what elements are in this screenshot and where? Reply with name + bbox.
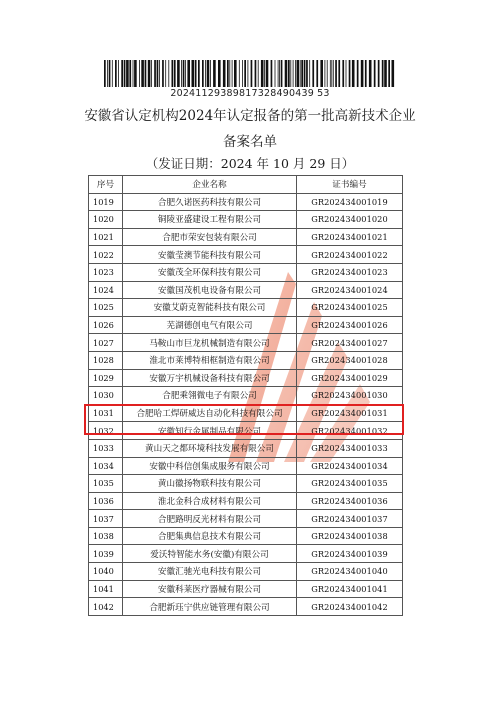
barcode-bar bbox=[124, 60, 126, 87]
cell-seq: 1037 bbox=[89, 510, 123, 528]
barcode-bar bbox=[255, 60, 257, 87]
barcode-bar bbox=[325, 60, 326, 87]
table-row bbox=[89, 193, 403, 211]
cell-cert-number: GR202434001040 bbox=[297, 563, 403, 581]
enterprise-table bbox=[88, 175, 403, 616]
cell-cert-number: GR202434001023 bbox=[297, 263, 403, 281]
barcode-bar bbox=[148, 60, 151, 87]
barcode-bar bbox=[213, 60, 216, 87]
barcode-bar bbox=[185, 60, 186, 87]
barcode-bar bbox=[309, 60, 310, 87]
barcode-bar bbox=[202, 60, 204, 87]
cell-company-name: 安徽科莱医疗器械有限公司 bbox=[123, 580, 297, 598]
cell-cert-number: GR202434001028 bbox=[297, 351, 403, 369]
barcode-bar bbox=[304, 60, 306, 87]
barcode-bar bbox=[192, 60, 195, 87]
barcode-bar bbox=[264, 60, 265, 87]
barcode-bar bbox=[115, 60, 117, 87]
column-header-name: 企业名称 bbox=[123, 176, 297, 194]
cell-cert-number: GR202434001020 bbox=[297, 211, 403, 229]
cell-seq: 1023 bbox=[89, 263, 123, 281]
barcode-bar bbox=[266, 60, 269, 87]
table-row bbox=[89, 580, 403, 598]
cell-company-name: 铜陵亚盛建设工程有限公司 bbox=[123, 211, 297, 229]
cell-company-name: 芜湖德创电气有限公司 bbox=[123, 316, 297, 334]
barcode-bar bbox=[187, 60, 190, 87]
barcode-bar bbox=[279, 60, 280, 87]
cell-cert-number: GR202434001042 bbox=[297, 598, 403, 616]
cell-seq: 1035 bbox=[89, 475, 123, 493]
barcode-bar bbox=[312, 60, 314, 87]
cell-seq: 1041 bbox=[89, 580, 123, 598]
barcode-bar bbox=[261, 60, 264, 87]
barcode-bar bbox=[320, 60, 323, 87]
cell-company-name: 安徽莹澳节能科技有限公司 bbox=[123, 246, 297, 264]
cell-seq: 1022 bbox=[89, 246, 123, 264]
table-row bbox=[89, 299, 403, 317]
table-body bbox=[89, 193, 403, 615]
document-title: 安徽省认定机构2024年认定报备的第一批高新技术企业 bbox=[84, 108, 416, 124]
barcode-bar bbox=[242, 60, 243, 87]
barcode-bar bbox=[174, 60, 176, 87]
cell-cert-number: GR202434001041 bbox=[297, 580, 403, 598]
cell-company-name: 安徽万宇机械设备科技有限公司 bbox=[123, 369, 297, 387]
table-row bbox=[89, 263, 403, 281]
cell-seq: 1032 bbox=[89, 422, 123, 440]
barcode-bar bbox=[232, 60, 233, 87]
table-row bbox=[89, 351, 403, 369]
barcode-bar bbox=[290, 60, 291, 87]
cell-seq: 1024 bbox=[89, 281, 123, 299]
table-row bbox=[89, 334, 403, 352]
cell-cert-number: GR202434001037 bbox=[297, 510, 403, 528]
barcode-bar bbox=[195, 60, 197, 87]
barcode-bar bbox=[165, 60, 166, 87]
cell-cert-number: GR202434001019 bbox=[297, 193, 403, 211]
barcode-bar bbox=[288, 60, 290, 87]
cell-company-name: 黄山天之都环境科技发展有限公司 bbox=[123, 439, 297, 457]
column-header-seq: 序号 bbox=[89, 176, 123, 194]
cell-company-name: 安徽中科信创集成服务有限公司 bbox=[123, 457, 297, 475]
barcode-bar bbox=[378, 60, 380, 87]
barcode-bar bbox=[285, 60, 288, 87]
cell-company-name: 合肥久诺医药科技有限公司 bbox=[123, 193, 297, 211]
cell-company-name: 合肥新珏宁供应链管理有限公司 bbox=[123, 598, 297, 616]
barcode-bar bbox=[145, 60, 147, 87]
barcode-bar bbox=[331, 60, 332, 87]
barcode-bar bbox=[330, 60, 331, 87]
barcode-bar bbox=[301, 60, 303, 87]
barcode-bar bbox=[369, 60, 372, 87]
barcode-bar bbox=[384, 60, 387, 87]
table-row bbox=[89, 211, 403, 229]
barcode-bar bbox=[346, 60, 347, 87]
cell-company-name: 黄山徽扬物联科技有限公司 bbox=[123, 475, 297, 493]
cell-company-name: 合肥乘翎微电子有限公司 bbox=[123, 387, 297, 405]
cell-seq: 1028 bbox=[89, 351, 123, 369]
barcode-bar bbox=[295, 60, 296, 87]
barcode-bar bbox=[162, 60, 164, 87]
table-row bbox=[89, 457, 403, 475]
cell-company-name: 淮北市莱博特相框制造有限公司 bbox=[123, 351, 297, 369]
barcode-bar bbox=[278, 60, 279, 87]
barcode-bar bbox=[297, 60, 300, 87]
barcode-bar bbox=[239, 60, 240, 87]
barcode-bar bbox=[365, 60, 367, 87]
cell-cert-number: GR202434001021 bbox=[297, 228, 403, 246]
cell-cert-number: GR202434001039 bbox=[297, 545, 403, 563]
barcode-bar bbox=[109, 60, 111, 87]
cell-cert-number: GR202434001031 bbox=[297, 404, 403, 422]
barcode-bar bbox=[234, 60, 237, 87]
table-row bbox=[89, 439, 403, 457]
barcode-bar bbox=[271, 60, 273, 87]
barcode-bar bbox=[104, 60, 106, 87]
barcode-bar bbox=[129, 60, 131, 87]
table-row bbox=[89, 422, 403, 440]
barcode-bar bbox=[112, 60, 113, 87]
cell-cert-number: GR202434001034 bbox=[297, 457, 403, 475]
table-row bbox=[89, 598, 403, 616]
cell-company-name: 合肥路明反光材料有限公司 bbox=[123, 510, 297, 528]
barcode-bar bbox=[300, 60, 301, 87]
cell-company-name: 淮北金科合成材料有限公司 bbox=[123, 492, 297, 510]
cell-seq: 1019 bbox=[89, 193, 123, 211]
barcode-bar bbox=[227, 60, 229, 87]
cell-company-name: 安徽知行金属制品有限公司 bbox=[123, 422, 297, 440]
barcode-bar bbox=[316, 60, 318, 87]
cell-cert-number: GR202434001029 bbox=[297, 369, 403, 387]
column-header-cert: 证书编号 bbox=[297, 176, 403, 194]
table-row bbox=[89, 316, 403, 334]
barcode-bar bbox=[352, 60, 355, 87]
cell-cert-number: GR202434001025 bbox=[297, 299, 403, 317]
cell-seq: 1042 bbox=[89, 598, 123, 616]
cell-seq: 1026 bbox=[89, 316, 123, 334]
cell-company-name: 马鞍山市巨龙机械制造有限公司 bbox=[123, 334, 297, 352]
barcode-bar bbox=[244, 60, 246, 87]
cell-company-name: 安徽茂全环保科技有限公司 bbox=[123, 263, 297, 281]
table-row bbox=[89, 545, 403, 563]
barcode bbox=[104, 60, 396, 87]
barcode-bar bbox=[223, 60, 226, 87]
barcode-bar bbox=[133, 60, 134, 87]
cell-cert-number: GR202434001030 bbox=[297, 387, 403, 405]
barcode-bar bbox=[151, 60, 152, 87]
cell-seq: 1030 bbox=[89, 387, 123, 405]
barcode-bar bbox=[157, 60, 159, 87]
table-row bbox=[89, 228, 403, 246]
cell-seq: 1034 bbox=[89, 457, 123, 475]
barcode-bar bbox=[251, 60, 253, 87]
cell-seq: 1020 bbox=[89, 211, 123, 229]
cell-seq: 1038 bbox=[89, 527, 123, 545]
barcode-bar bbox=[248, 60, 249, 87]
barcode-bar bbox=[168, 60, 169, 87]
cell-cert-number: GR202434001026 bbox=[297, 316, 403, 334]
barcode-bar bbox=[374, 60, 376, 87]
barcode-bar bbox=[349, 60, 351, 87]
table-row bbox=[89, 492, 403, 510]
cell-company-name: 安徽艾蔚克智能科技有限公司 bbox=[123, 299, 297, 317]
table-row bbox=[89, 387, 403, 405]
barcode-bar bbox=[382, 60, 384, 87]
barcode-bar bbox=[258, 60, 259, 87]
cell-company-name: 合肥集典信息技术有限公司 bbox=[123, 527, 297, 545]
table-header-row bbox=[89, 176, 403, 194]
cell-cert-number: GR202434001027 bbox=[297, 334, 403, 352]
cell-cert-number: GR202434001038 bbox=[297, 527, 403, 545]
issue-date: （发证日期：2024 年 10 月 29 日） bbox=[145, 156, 355, 171]
cell-seq: 1021 bbox=[89, 228, 123, 246]
cell-seq: 1039 bbox=[89, 545, 123, 563]
barcode-bar bbox=[154, 60, 156, 87]
barcode-bar bbox=[281, 60, 283, 87]
barcode-bar bbox=[357, 60, 359, 87]
cell-seq: 1025 bbox=[89, 299, 123, 317]
barcode-bar bbox=[107, 60, 108, 87]
barcode-bar bbox=[338, 60, 340, 87]
barcode-bar bbox=[183, 60, 185, 87]
cell-company-name: 合肥市荣安包装有限公司 bbox=[123, 228, 297, 246]
document-subtitle: 备案名单 bbox=[223, 134, 277, 150]
barcode-bar bbox=[392, 60, 395, 87]
barcode-bar bbox=[141, 60, 144, 87]
barcode-bar bbox=[229, 60, 230, 87]
table-row bbox=[89, 527, 403, 545]
barcode-bar bbox=[335, 60, 337, 87]
barcode-bar bbox=[205, 60, 206, 87]
cell-seq: 1029 bbox=[89, 369, 123, 387]
barcode-bar bbox=[293, 60, 294, 87]
cell-cert-number: GR202434001024 bbox=[297, 281, 403, 299]
barcode-bar bbox=[198, 60, 200, 87]
barcode-bar bbox=[207, 60, 210, 87]
cell-seq: 1027 bbox=[89, 334, 123, 352]
cell-company-name: 爱沃特智能水务(安徽)有限公司 bbox=[123, 545, 297, 563]
cell-company-name: 合肥哈工焊研威达自动化科技有限公司 bbox=[123, 404, 297, 422]
barcode-bar bbox=[333, 60, 334, 87]
cell-seq: 1036 bbox=[89, 492, 123, 510]
barcode-bar bbox=[177, 60, 180, 87]
barcode-bar bbox=[139, 60, 140, 87]
barcode-bar bbox=[361, 60, 364, 87]
barcode-bar bbox=[210, 60, 211, 87]
cell-cert-number: GR202434001033 bbox=[297, 439, 403, 457]
table-row bbox=[89, 369, 403, 387]
cell-company-name: 安徽汇驰光电科技有限公司 bbox=[123, 563, 297, 581]
cell-cert-number: GR202434001032 bbox=[297, 422, 403, 440]
barcode-bar bbox=[118, 60, 119, 87]
table-row bbox=[89, 475, 403, 493]
table-row bbox=[89, 510, 403, 528]
barcode-bar bbox=[306, 60, 308, 87]
barcode-bar bbox=[159, 60, 160, 87]
barcode-bar bbox=[275, 60, 276, 87]
cell-seq: 1040 bbox=[89, 563, 123, 581]
cell-cert-number: GR202434001035 bbox=[297, 475, 403, 493]
barcode-bar bbox=[126, 60, 129, 87]
barcode-bar bbox=[327, 60, 328, 87]
table-row bbox=[89, 246, 403, 264]
cell-cert-number: GR202434001036 bbox=[297, 492, 403, 510]
barcode-bar bbox=[134, 60, 137, 87]
cell-seq: 1031 bbox=[89, 404, 123, 422]
cell-company-name: 安徽国茂机电设备有限公司 bbox=[123, 281, 297, 299]
cell-cert-number: GR202434001022 bbox=[297, 246, 403, 264]
barcode-bar bbox=[121, 60, 123, 87]
barcode-bar bbox=[218, 60, 221, 87]
barcode-bar bbox=[172, 60, 174, 87]
table-row bbox=[89, 281, 403, 299]
cell-seq: 1033 bbox=[89, 439, 123, 457]
barcode-bar bbox=[342, 60, 344, 87]
barcode-bar bbox=[388, 60, 390, 87]
table-row bbox=[89, 404, 403, 422]
barcode-number: 20241129389817328490439 53 bbox=[170, 88, 330, 99]
barcode-bar bbox=[181, 60, 182, 87]
table-row bbox=[89, 563, 403, 581]
